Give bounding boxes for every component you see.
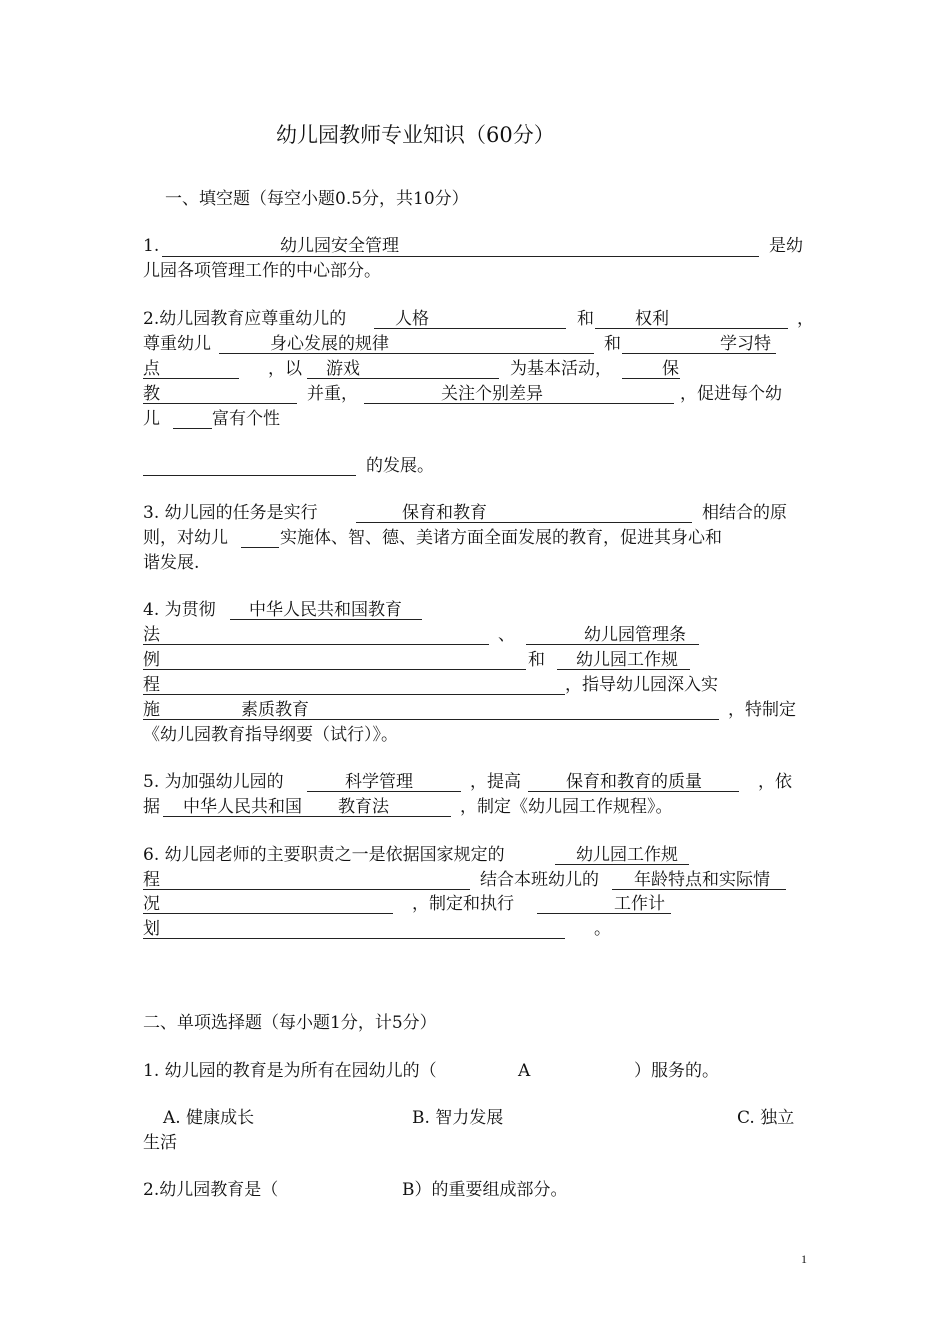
q3-line2-text: 实施体、智、德、美诸方面全面发展的教育，促进其身心和 bbox=[280, 528, 722, 548]
q5-prefix: 5. 为加强幼儿园的 bbox=[143, 772, 284, 792]
q6-line3-prefix: 况 bbox=[143, 894, 160, 914]
q4-line3-prefix: 例 bbox=[143, 650, 160, 670]
s2-q1-prefix: 1. 幼儿园的教育是为所有在园幼儿的（ bbox=[143, 1061, 437, 1081]
q4-answer-1: 中华人民共和国教育 bbox=[249, 600, 402, 620]
blank-line bbox=[143, 644, 489, 645]
q1-tail: 是幼 bbox=[769, 236, 803, 256]
s2-q1-option-c: C. 独立 bbox=[737, 1108, 795, 1128]
q2-answer-1: 人格 bbox=[395, 309, 429, 329]
q6-line3-text: ，制定和执行 bbox=[412, 894, 514, 914]
q6-answer-2: 年龄特点和实际情 bbox=[634, 870, 770, 890]
blank-line bbox=[143, 719, 719, 720]
q4-line5-tail: ，特制定 bbox=[728, 700, 796, 720]
q6-prefix: 6. 幼儿园老师的主要职责之一是依据国家规定的 bbox=[143, 845, 505, 865]
q4-line2-sep: 、 bbox=[498, 625, 515, 645]
q3-line2-prefix: 则，对幼儿 bbox=[143, 528, 228, 548]
s2-q1-tail: ）服务的。 bbox=[634, 1061, 719, 1081]
q2-prefix: 2.幼儿园教育应尊重幼儿的 bbox=[143, 309, 347, 329]
q3-line3: 谐发展. bbox=[143, 553, 200, 573]
blank-line bbox=[241, 547, 279, 548]
q2-he-2: 和 bbox=[604, 334, 621, 354]
blank-line bbox=[173, 428, 212, 429]
q5-answer-4: 教育法 bbox=[338, 797, 389, 817]
blank-line bbox=[595, 328, 788, 329]
s2-q1-option-c-cont: 生活 bbox=[143, 1133, 177, 1153]
q5-line2-tail: ，制定《幼儿园工作规程》。 bbox=[460, 797, 673, 817]
blank-line bbox=[143, 403, 297, 404]
blank-line bbox=[143, 378, 239, 379]
s2-q1-option-b: B. 智力发展 bbox=[412, 1108, 504, 1128]
q4-line5-prefix: 施 bbox=[143, 700, 160, 720]
q1-line2: 儿园各项管理工作的中心部分。 bbox=[143, 261, 381, 281]
s2-q2-answer: B）的重要组成部分。 bbox=[402, 1180, 568, 1200]
q5-answer-1: 科学管理 bbox=[345, 772, 413, 792]
q2-line4-prefix: 教 bbox=[143, 384, 160, 404]
q2-answer-7: 关注个别差异 bbox=[441, 384, 543, 404]
section1-heading: 一、填空题（每空小题0.5分，共10分） bbox=[165, 189, 469, 209]
blank-line bbox=[143, 889, 470, 890]
q5-answer-3: 中华人民共和国 bbox=[183, 797, 302, 817]
q4-line3-he: 和 bbox=[528, 650, 545, 670]
q5-tail: ，依 bbox=[758, 772, 792, 792]
s2-q1-answer: A bbox=[518, 1061, 531, 1081]
q6-line4-tail: 。 bbox=[594, 919, 611, 939]
q5-line2-prefix: 据 bbox=[143, 797, 160, 817]
q6-line2-text: 结合本班幼儿的 bbox=[480, 870, 599, 890]
q2-comma: ， bbox=[797, 309, 814, 329]
q6-line2-prefix: 程 bbox=[143, 870, 160, 890]
section2-heading: 二、单项选择题（每小题1分，计5分） bbox=[143, 1013, 437, 1033]
q6-answer-1: 幼儿园工作规 bbox=[576, 845, 678, 865]
s2-q2-prefix: 2.幼儿园教育是（ bbox=[143, 1180, 279, 1200]
q5-answer-2: 保育和教育的质量 bbox=[566, 772, 702, 792]
q2-line3-prefix: 点 bbox=[143, 359, 160, 379]
blank-line bbox=[143, 938, 565, 939]
q2-he-1: 和 bbox=[577, 309, 594, 329]
q4-answer-4: 素质教育 bbox=[241, 700, 309, 720]
q1-answer-1: 幼儿园安全管理 bbox=[280, 236, 399, 256]
q3-answer-1: 保育和教育 bbox=[402, 503, 487, 523]
q5-mid: ，提高 bbox=[470, 772, 521, 792]
q4-line6: 《幼儿园教育指导纲要（试行）》。 bbox=[143, 725, 398, 745]
q4-prefix: 4. 为贯彻 bbox=[143, 600, 216, 620]
q2-line5-prefix: 儿 bbox=[143, 409, 160, 429]
blank-line bbox=[143, 475, 356, 476]
q2-answer-3: 身心发展的规律 bbox=[270, 334, 389, 354]
q2-line4-text: 并重， bbox=[307, 384, 358, 404]
q3-tail: 相结合的原 bbox=[702, 503, 787, 523]
q2-line3-text: ，以 bbox=[268, 359, 302, 379]
q4-answer-3: 幼儿园工作规 bbox=[576, 650, 678, 670]
q2-answer-5: 游戏 bbox=[326, 359, 360, 379]
page-title: 幼儿园教师专业知识（60分） bbox=[276, 123, 555, 147]
q1-number: 1. bbox=[143, 236, 160, 256]
blank-line bbox=[143, 669, 526, 670]
s2-q1-option-a: A. 健康成长 bbox=[163, 1108, 255, 1128]
q2-answer-2: 权利 bbox=[635, 309, 669, 329]
q2-line3-text2: 为基本活动， bbox=[510, 359, 612, 379]
page-number: 1 bbox=[801, 1252, 807, 1266]
q4-answer-2: 幼儿园管理条 bbox=[584, 625, 686, 645]
q4-line4-text: ，指导幼儿园深入实 bbox=[565, 675, 718, 695]
q4-line2-prefix: 法 bbox=[143, 625, 160, 645]
q2-answer-6: 保 bbox=[662, 359, 679, 379]
blank-line bbox=[162, 256, 759, 257]
q6-answer-3: 工作计 bbox=[614, 894, 665, 914]
q2-answer-4: 学习特 bbox=[720, 334, 771, 354]
blank-line bbox=[143, 694, 565, 695]
q3-prefix: 3. 幼儿园的任务是实行 bbox=[143, 503, 318, 523]
q2-line6: 的发展。 bbox=[366, 456, 434, 476]
q2-line4-tail: ，促进每个幼 bbox=[680, 384, 782, 404]
q4-line4-prefix: 程 bbox=[143, 675, 160, 695]
q2-line2-prefix: 尊重幼儿 bbox=[143, 334, 211, 354]
q2-answer-8: 富有个性 bbox=[212, 409, 280, 429]
blank-line bbox=[143, 913, 393, 914]
q6-line4-prefix: 划 bbox=[143, 919, 160, 939]
